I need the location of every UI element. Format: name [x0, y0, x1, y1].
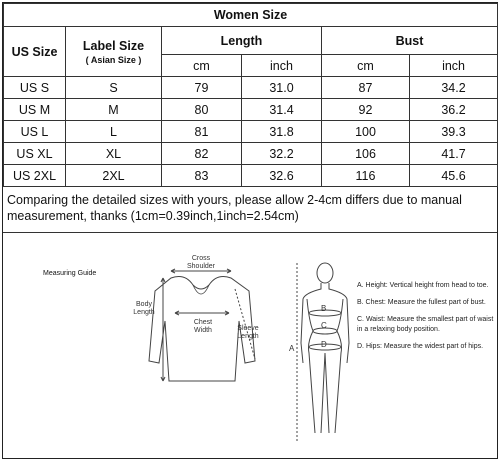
bust-cm-cell: 116	[322, 165, 410, 187]
chest-width-label	[183, 319, 223, 335]
sleeve-length-label	[231, 325, 265, 341]
measurement-item-chest: B. Chest: Measure the fullest part of bust.	[357, 299, 486, 306]
measurement-item-hips: D. Hips: Measure the widest part of hips.	[357, 343, 484, 350]
length-inch-cell: 32.6	[242, 165, 322, 187]
label-size-cell: 2XL	[66, 165, 162, 187]
sleeve-length-text: Sleeve Length	[237, 325, 259, 340]
bust-header: Bust	[322, 27, 498, 55]
us-size-cell: US 2XL	[4, 165, 66, 187]
table-row	[4, 121, 498, 143]
length-cm-cell: 79	[162, 77, 242, 99]
label-size-cell: S	[66, 77, 162, 99]
us-size-cell: US L	[4, 121, 66, 143]
size-table	[3, 3, 498, 187]
length-inch-cell: 32.2	[242, 143, 322, 165]
measurement-item-waist: C. Waist: Measure the smallest part of waist in a relaxing body position.	[357, 316, 494, 333]
bust-inch-cell: 41.7	[410, 143, 498, 165]
bust-cm-cell: 100	[322, 121, 410, 143]
us-size-cell: US XL	[4, 143, 66, 165]
body-length-label	[129, 301, 159, 317]
bust-inch-cell: 34.2	[410, 77, 498, 99]
table-row	[4, 143, 498, 165]
measurement-list	[357, 281, 497, 359]
bust-inch-header: inch	[410, 55, 498, 77]
label-size-subtitle: ( Asian Size )	[85, 54, 142, 65]
length-header: Length	[162, 27, 322, 55]
measuring-guide	[3, 233, 497, 453]
label-size-title: Label Size	[82, 38, 145, 53]
us-size-cell: US S	[4, 77, 66, 99]
bust-inch-cell: 45.6	[410, 165, 498, 187]
size-chart	[2, 2, 498, 459]
bust-cm-cell: 87	[322, 77, 410, 99]
label-size-cell: L	[66, 121, 162, 143]
bust-cm-cell: 106	[322, 143, 410, 165]
label-size-header	[66, 27, 162, 77]
letter-d: D	[321, 340, 327, 349]
length-cm-cell: 83	[162, 165, 242, 187]
table-title: Women Size	[4, 4, 498, 27]
bust-inch-cell: 36.2	[410, 99, 498, 121]
table-row	[4, 99, 498, 121]
label-size-cell: XL	[66, 143, 162, 165]
length-inch-header: inch	[242, 55, 322, 77]
guide-title: Measuring Guide	[43, 270, 97, 277]
length-inch-cell: 31.4	[242, 99, 322, 121]
letter-b: B	[321, 304, 327, 313]
chest-width-text: Chest Width	[193, 319, 213, 334]
size-note: Comparing the detailed sizes with yours, please allow 2-4cm differs due to manual measurement, thanks (1cm=0.39inch,1inch=2.54cm)	[3, 187, 497, 233]
body-length-text: Body Length	[133, 301, 155, 316]
table-row	[4, 165, 498, 187]
us-size-cell: US M	[4, 99, 66, 121]
label-size-cell: M	[66, 99, 162, 121]
length-cm-cell: 80	[162, 99, 242, 121]
measurement-item-height: A. Height: Vertical height from head to toe.	[357, 282, 489, 289]
cross-shoulder-text: Cross Shoulder	[186, 255, 216, 270]
length-cm-cell: 82	[162, 143, 242, 165]
table-row	[4, 77, 498, 99]
us-size-header: US Size	[4, 27, 66, 77]
cross-shoulder-label	[181, 255, 221, 271]
length-inch-cell: 31.8	[242, 121, 322, 143]
letter-c: C	[321, 321, 327, 330]
length-inch-cell: 31.0	[242, 77, 322, 99]
length-cm-cell: 81	[162, 121, 242, 143]
bust-cm-cell: 92	[322, 99, 410, 121]
bust-cm-header: cm	[322, 55, 410, 77]
bust-inch-cell: 39.3	[410, 121, 498, 143]
length-cm-header: cm	[162, 55, 242, 77]
letter-a: A	[289, 344, 295, 353]
